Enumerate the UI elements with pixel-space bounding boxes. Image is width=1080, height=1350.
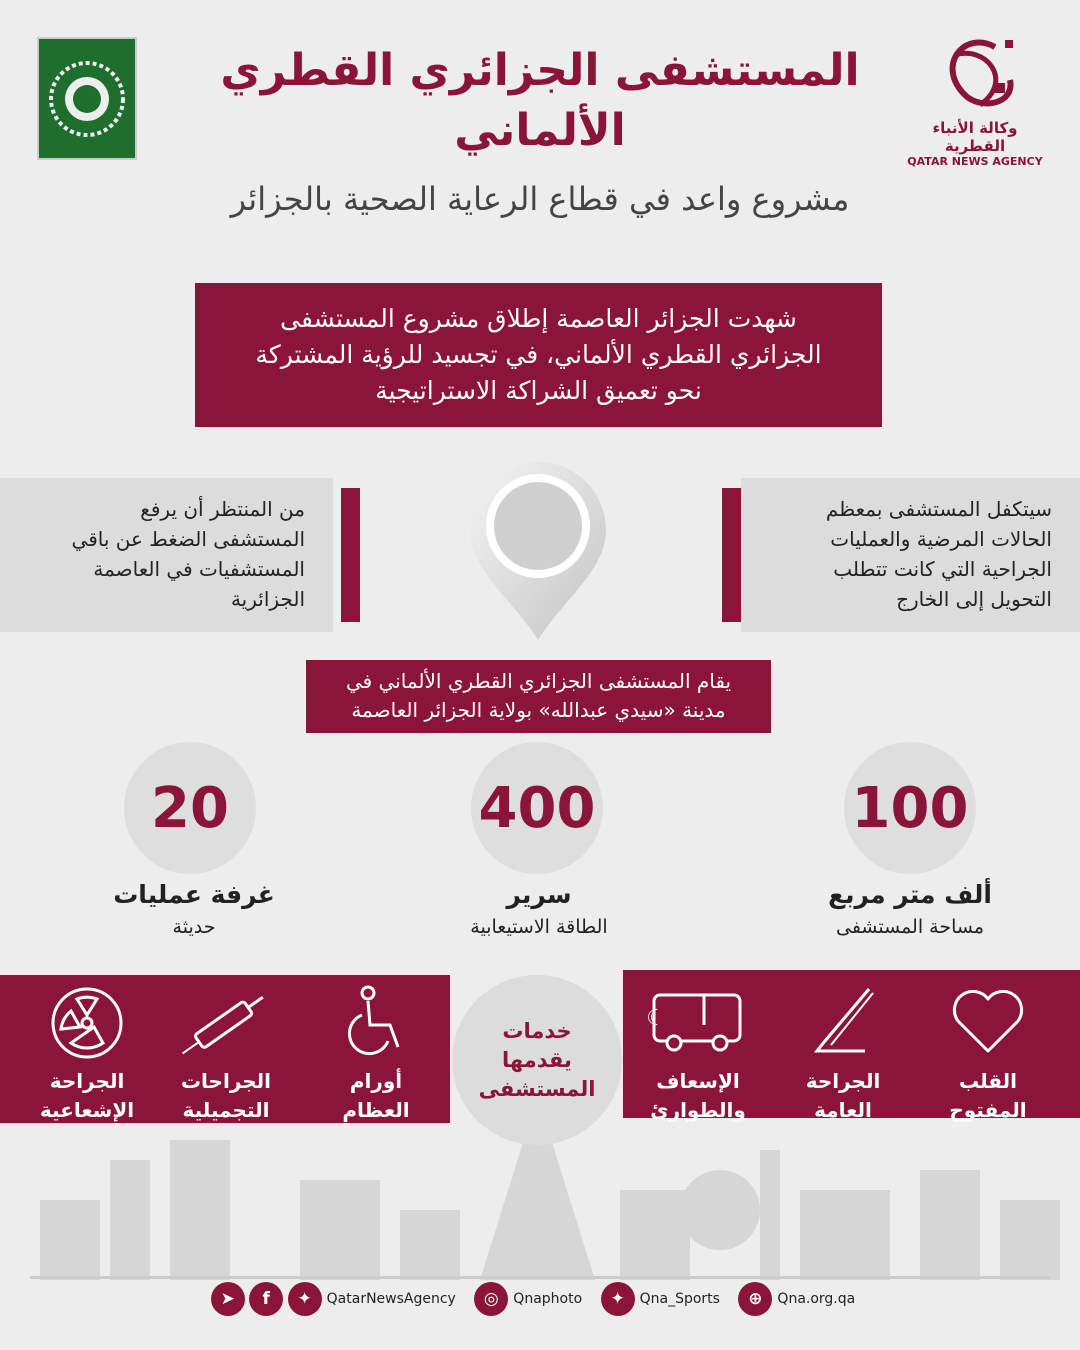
service-label: العظام	[342, 1098, 410, 1122]
intro-line: الجزائري القطري الألماني، في تجسيد للرؤية المشتركة	[255, 340, 822, 369]
service-cosmetic-surgery	[156, 985, 296, 1125]
stat-beds-value: 400	[471, 742, 603, 874]
stat-area-sub: مساحة المستشفى	[835, 916, 985, 938]
service-bone-tumors	[306, 985, 446, 1125]
left-accent-bar	[341, 488, 360, 622]
intro-box	[195, 283, 882, 427]
note-line: الجزائرية	[230, 587, 305, 611]
telegram-icon[interactable]: ➤	[211, 1282, 245, 1316]
page-subtitle: مشروع واعد في قطاع الرعاية الصحية بالجزائر	[230, 180, 850, 218]
stat-area-label: ألف متر مربع	[828, 880, 992, 909]
service-label: الجراحات	[180, 1069, 272, 1093]
services-title-circle	[452, 975, 622, 1145]
service-label: الإسعاف	[656, 1069, 740, 1093]
service-label: الجراحة	[805, 1069, 881, 1093]
stat-operating-rooms-value: 20	[124, 742, 256, 874]
stat-beds-sub: الطاقة الاستيعابية	[470, 916, 608, 938]
page-title-line2: الألماني	[454, 105, 626, 156]
service-label: القلب	[958, 1069, 1018, 1093]
service-label: والطوارئ	[650, 1098, 746, 1122]
social-footer	[0, 1282, 1080, 1316]
heart-icon	[950, 985, 1026, 1061]
ambulance-icon	[646, 985, 746, 1061]
location-line: مدينة «سيدي عبدالله» بولاية الجزائر العاصمة	[351, 698, 726, 722]
services-title-line: المستشفى	[478, 1076, 596, 1101]
service-open-heart	[918, 985, 1058, 1125]
location-box	[306, 660, 771, 733]
location-line: يقام المستشفى الجزائري القطري الألماني في	[345, 669, 732, 693]
services-title-line: يقدمها	[502, 1047, 572, 1072]
twitter-icon[interactable]: ✦	[601, 1282, 635, 1316]
note-line: التحويل إلى الخارج	[896, 587, 1052, 611]
twitter-icon[interactable]: ✦	[288, 1282, 322, 1316]
note-line: من المنتظر أن يرفع	[140, 497, 305, 521]
intro-line: شهدت الجزائر العاصمة إطلاق مشروع المستشفى	[280, 304, 797, 333]
right-note-box	[741, 478, 1080, 632]
qna-logo-english: QATAR NEWS AGENCY	[907, 155, 1043, 168]
globe-icon[interactable]: ⊕	[738, 1282, 772, 1316]
social-handle-photo[interactable]: Qnaphoto	[513, 1291, 583, 1307]
service-label: المفتوح	[949, 1098, 1027, 1122]
service-emergency	[628, 985, 768, 1125]
stat-operating-rooms-sub: حديثة	[172, 916, 216, 938]
service-label: التجميلية	[182, 1098, 270, 1122]
radiation-icon	[49, 985, 125, 1061]
note-line: الحالات المرضية والعمليات	[830, 527, 1052, 551]
note-line: سيتكفل المستشفى بمعظم	[825, 497, 1052, 521]
note-line: المستشفيات في العاصمة	[93, 557, 305, 581]
stat-beds-label: سرير	[506, 880, 572, 909]
service-general-surgery	[773, 985, 913, 1125]
right-accent-bar	[722, 488, 741, 622]
qna-logo-arabic: وكالة الأنباء القطرية	[932, 119, 1018, 155]
facebook-icon[interactable]: f	[249, 1282, 283, 1316]
page-title-line1: المستشفى الجزائري القطري	[220, 45, 860, 96]
service-label: أورام	[349, 1069, 403, 1093]
wheelchair-icon	[338, 985, 414, 1061]
scalpel-icon	[805, 985, 881, 1061]
social-handle-main[interactable]: QatarNewsAgency	[326, 1291, 456, 1307]
left-note-box	[0, 478, 333, 632]
service-label: الإشعاعية	[39, 1098, 135, 1122]
service-label: العامة	[814, 1098, 872, 1122]
svg-text:☾: ☾	[646, 1006, 666, 1031]
intro-line: نحو تعميق الشراكة الاستراتيجية	[375, 376, 702, 405]
social-handle-sports[interactable]: Qna_Sports	[639, 1291, 720, 1307]
stat-area-value: 100	[844, 742, 976, 874]
note-line: المستشفى الضغط عن باقي	[71, 527, 305, 551]
service-radiation-surgery	[17, 985, 157, 1125]
instagram-icon[interactable]: ◎	[474, 1282, 508, 1316]
services-title-line: خدمات	[502, 1018, 572, 1043]
stat-operating-rooms-label: غرفة عمليات	[113, 880, 275, 909]
note-line: الجراحية التي كانت تتطلب	[833, 557, 1052, 581]
website-link[interactable]: Qna.org.qa	[777, 1291, 856, 1307]
location-pin-icon	[468, 460, 608, 642]
syringe-icon	[171, 985, 281, 1061]
service-label: الجراحة	[49, 1069, 125, 1093]
